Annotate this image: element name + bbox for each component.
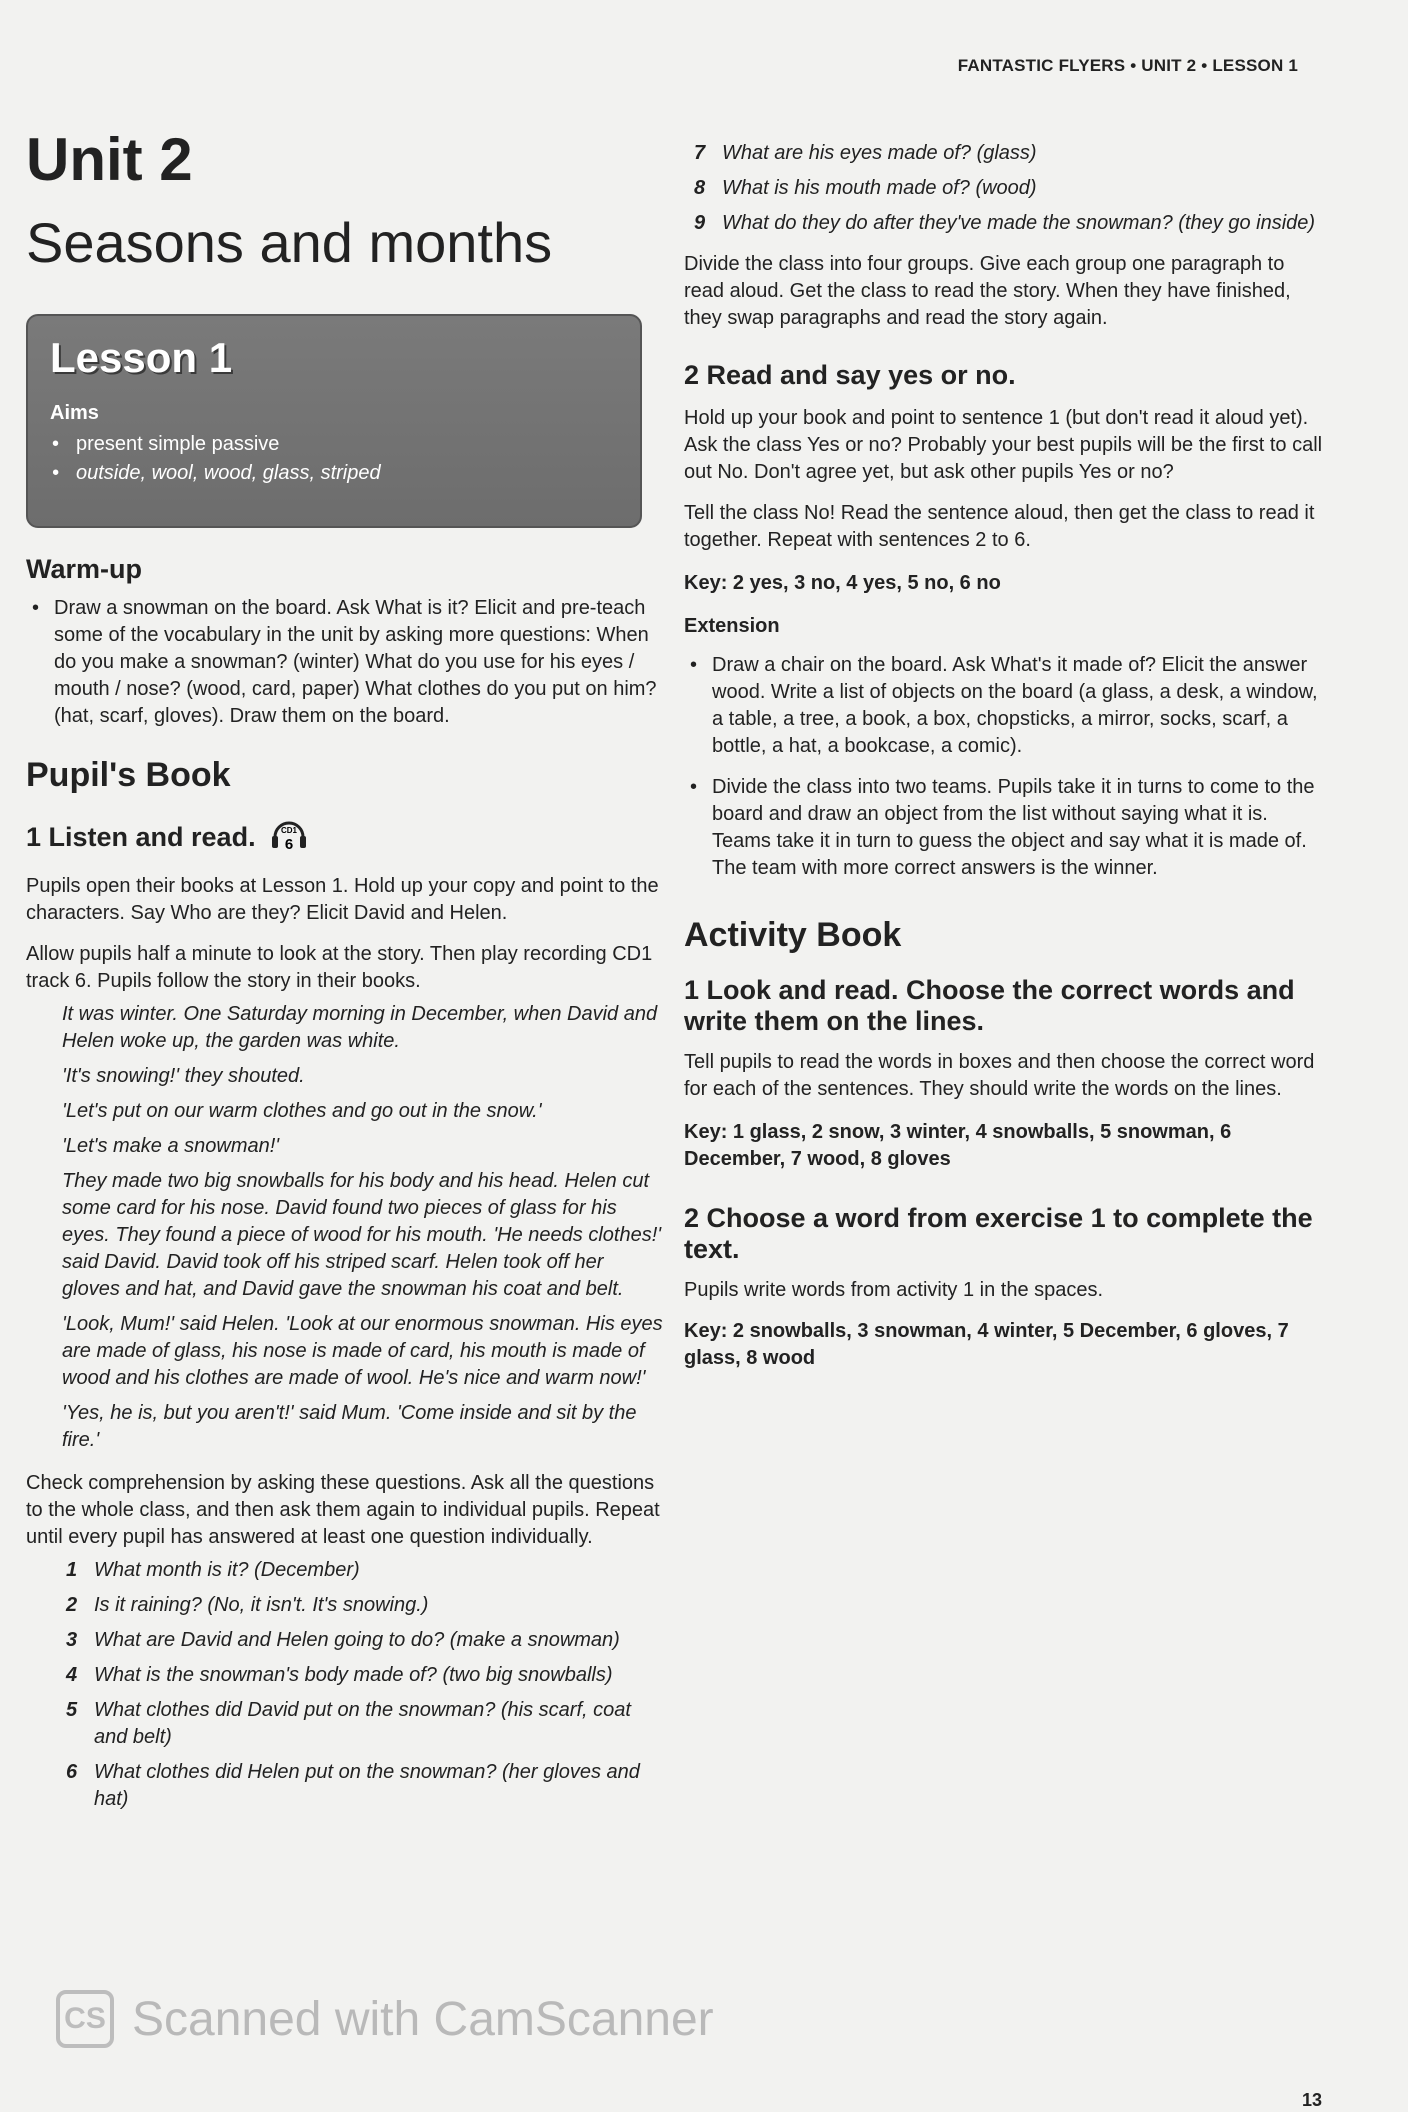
question-list-continued [654,140,1324,237]
pb-ex2-p1: Hold up your book and point to sentence 1 (but don't read it aloud yet). Ask the class Yes or no? Probably your best pupils will be the first to call out No. Don't agree yet, but ask other pupils Yes or no? [684,407,1323,483]
question-item [26,1557,666,1584]
unit-subtitle: Seasons and months [26,211,553,274]
aim-item: • present simple passive [50,433,618,456]
pupils-book-heading: Pupil's Book [26,755,231,794]
question-text: What clothes did Helen put on the snowman? (her gloves and hat) [94,1760,640,1810]
question-number: 1 [66,1558,78,1581]
story-paragraph: It was winter. One Saturday morning in December, when David and Helen woke up, the garden was white. [62,1002,658,1052]
cd-label: CD1 [281,825,298,835]
story [26,1001,666,1454]
camscanner-logo-icon: CS [56,1990,114,2048]
lesson-box [26,314,642,528]
question-text: What month is it? (December) [94,1558,360,1581]
warmup-list [26,595,666,730]
question-item [654,140,1324,167]
pb-ex2-p2: Tell the class No! Read the sentence aloud, then get the class to read it together. Repeat with sentences 2 to 6. [684,502,1315,551]
extension-item: • Draw a chair on the board. Ask What's it made of? Elicit the answer wood. Write a list of objects on the board (a glass, a desk, a window, a table, a tree, a book, a box, chopsticks, a mirror, socks, scarf, a bottle, a hat, a bookcase, a comic). [684,652,1324,760]
aim-item: • outside, wool, wood, glass, striped [50,462,618,485]
question-text: What is the snowman's body made of? (two big snowballs) [94,1663,613,1686]
story-paragraph: 'Let's make a snowman!' [62,1134,280,1157]
story-paragraph: They made two big snowballs for his body and his head. Helen cut some card for his nose. David found two pieces of glass for his eyes. They found a piece of wood for his mouth. 'He needs clothes!' said David. David took off his striped scarf. Helen took off her gloves and hat, and David gave the snowman his coat and belt. [62,1169,662,1300]
warmup-text: • Draw a snowman on the board. Ask What is it? Elicit and pre-teach some of the vocabulary in the unit by asking more questions: When do you make a snowman? (winter) What do you use for his eyes / mouth / nose? (wood, card, paper) What clothes do you put on him? (hat, scarf, gloves). Draw them on the board. [26,595,666,730]
pb-ex1-p3: Check comprehension by asking these questions. Ask all the questions to the whole class, and then ask them again to individual pupils. Repeat until every pupil has answered at least one question individually. [26,1471,660,1548]
ab-ex2-key: Key: 2 snowballs, 3 snowman, 4 winter, 5 December, 6 gloves, 7 glass, 8 wood [684,1320,1289,1369]
question-number: 7 [694,142,706,164]
left-column [26,126,666,1813]
cd-audio-icon [269,815,309,855]
page-number: 13 [1301,2090,1322,2110]
question-number: 3 [66,1628,78,1651]
lesson-title: Lesson 1 [50,333,233,381]
right-column [684,140,1324,1372]
watermark-text: Scanned with CamScanner [132,1992,714,2046]
aims-label: Aims [50,401,99,424]
question-number: 8 [694,177,706,199]
running-head: FANTASTIC FLYERS • UNIT 2 • LESSON 1 [957,56,1298,75]
question-text: What is his mouth made of? (wood) [722,177,1037,199]
pb-ex2-key: Key: 2 yes, 3 no, 4 yes, 5 no, 6 no [684,572,1001,594]
question-text: What are David and Helen going to do? (make a snowman) [94,1628,620,1651]
pb-ex1-heading-text: 1 Listen and read. [26,821,256,852]
activity-book-heading: Activity Book [684,916,902,954]
question-item [26,1592,666,1619]
extension-item: • Divide the class into two teams. Pupils take it in turns to come to the board and draw an object from the list without saying what it is. Teams take it in turn to guess the object and say what it is made of. The team with more correct answers is the winner. [684,774,1324,882]
question-item [654,175,1324,202]
pb-ex2-heading: 2 Read and say yes or no. [684,360,1016,390]
pb-ex1-p4: Divide the class into four groups. Give each group one paragraph to read aloud. Get the class to read the story. When they have finished, they swap paragraphs and read the story again. [684,253,1291,329]
pb-ex1-heading [26,819,666,859]
question-item [26,1627,666,1654]
story-paragraph: 'It's snowing!' they shouted. [62,1064,305,1087]
aims-list [50,433,618,485]
ab-ex1-heading: 1 Look and read. Choose the correct words and write them on the lines. [684,975,1295,1036]
question-number: 9 [694,212,706,234]
pb-ex1-p2: Allow pupils half a minute to look at the story. Then play recording CD1 track 6. Pupils follow the story in their books. [26,942,653,992]
pb-ex1-p1: Pupils open their books at Lesson 1. Hold up your copy and point to the characters. Say Who are they? Elicit David and Helen. [26,874,659,924]
extension-label: Extension [684,615,780,637]
extension-list [684,652,1324,882]
ab-ex1-p1: Tell pupils to read the words in boxes and then choose the correct word for each of the sentences. They should write the words on the lines. [684,1051,1315,1100]
ab-ex2-heading: 2 Choose a word from exercise 1 to complete the text. [684,1203,1313,1264]
question-number: 4 [66,1663,78,1686]
question-item [26,1662,666,1689]
question-number: 6 [66,1760,78,1783]
unit-title: Unit 2 [26,126,193,193]
story-paragraph: 'Let's put on our warm clothes and go out in the snow.' [62,1099,542,1122]
question-list [26,1557,666,1813]
question-text: What do they do after they've made the snowman? (they go inside) [722,212,1316,234]
camscanner-watermark [56,1990,714,2048]
question-item [654,210,1324,237]
cd-track: 6 [284,835,294,853]
question-item [26,1759,666,1813]
story-paragraph: 'Look, Mum!' said Helen. 'Look at our enormous snowman. His eyes are made of glass, his nose is made of card, his mouth is made of wood and his clothes are made of wool. He's nice and warm now!' [62,1312,663,1389]
question-text: What clothes did David put on the snowman? (his scarf, coat and belt) [94,1698,631,1748]
story-paragraph: 'Yes, he is, but you aren't!' said Mum. 'Come inside and sit by the fire.' [62,1401,637,1451]
question-text: What are his eyes made of? (glass) [722,142,1037,164]
question-item [26,1697,666,1751]
question-text: Is it raining? (No, it isn't. It's snowing.) [94,1593,429,1616]
question-number: 2 [66,1593,78,1616]
ab-ex2-p1: Pupils write words from activity 1 in the spaces. [684,1279,1104,1301]
question-number: 5 [66,1698,78,1721]
ab-ex1-key: Key: 1 glass, 2 snow, 3 winter, 4 snowballs, 5 snowman, 6 December, 7 wood, 8 gloves [684,1121,1232,1170]
warmup-heading: Warm-up [26,553,142,584]
